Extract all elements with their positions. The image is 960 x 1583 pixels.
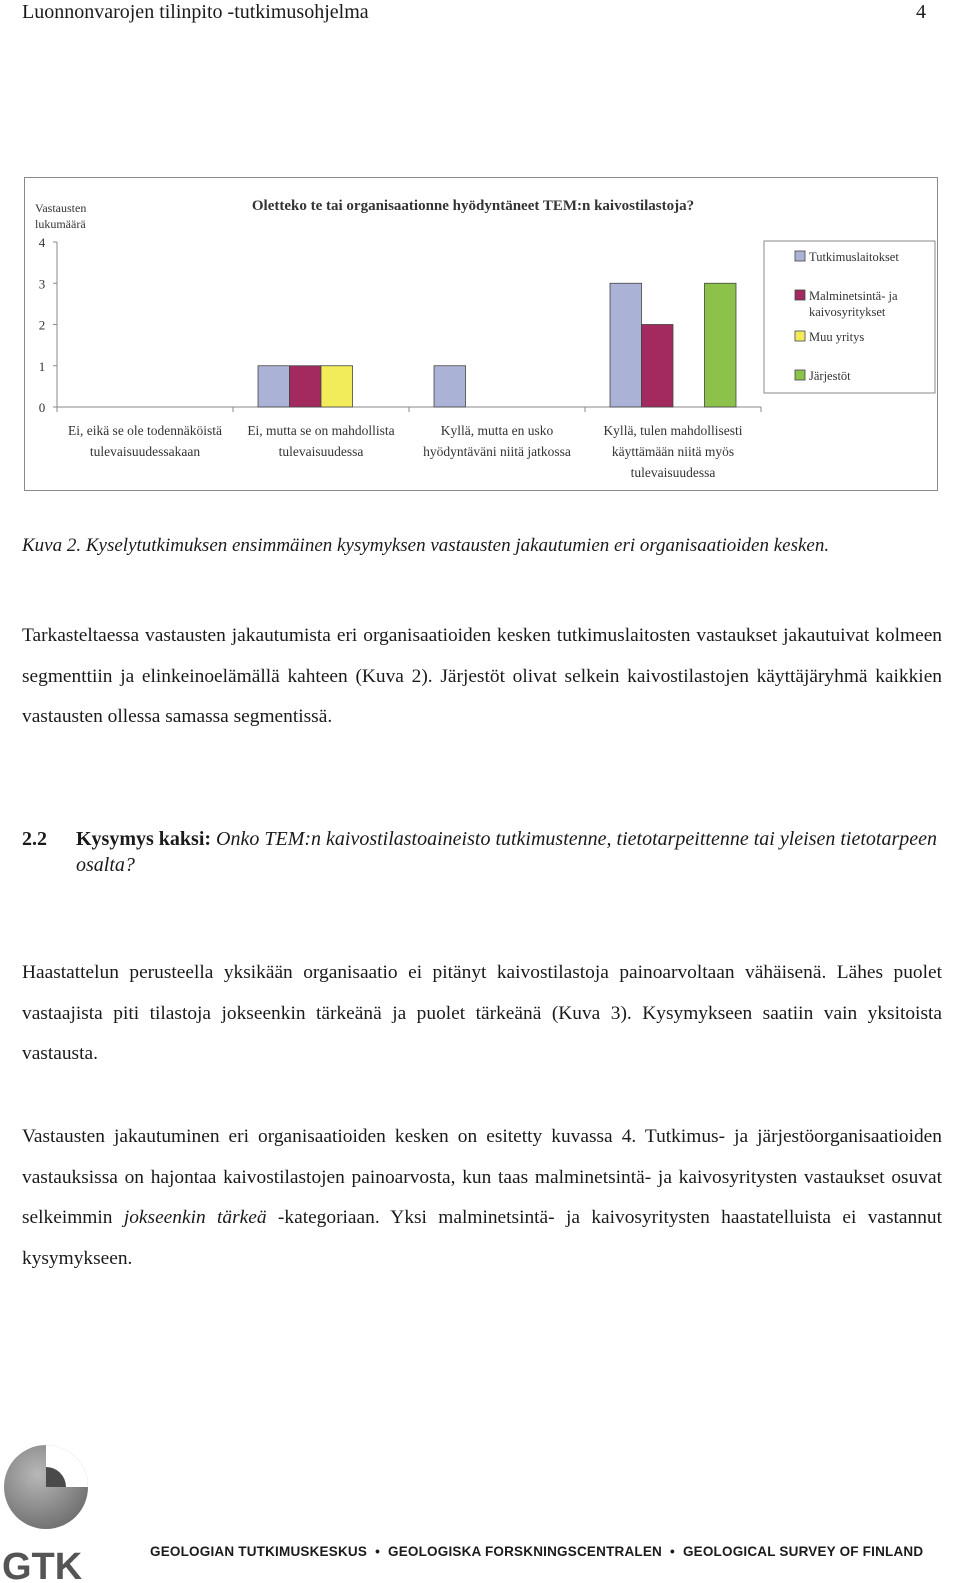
x-tick-label: hyödyntäväni niitä jatkossa bbox=[423, 444, 571, 459]
section-title bbox=[76, 826, 942, 878]
section-number: 2.2 bbox=[22, 828, 47, 850]
x-tick-label: käyttämään niitä myös bbox=[611, 444, 735, 459]
paragraph-2-text: Haastattelun perusteella yksikään organisaatio ei pitänyt kaivostilastoja painoarvoltaan vähäisenä. Lähes puolet vastaajista piti tilastoja jokseenkin tärkeänä ja puolet tärkeänä (Kuva 3). Kysymykseen saatiin vain yksitoista vastausta. bbox=[22, 962, 942, 1064]
legend-label: kaivosyritykset bbox=[809, 305, 886, 319]
paragraph-3-part-1: Vastausten jakautuminen eri organisaatioiden kesken on esitetty kuvassa 4. Tutkimus- ja järjestöorganisaatioiden vastauksissa on hajontaa kaivostilastojen painoarvosta, kun taas malminetsintä- ja kaivosyritysten vastaukset osuvat selkeimmin bbox=[22, 1126, 942, 1228]
legend-swatch bbox=[795, 251, 805, 261]
paragraph-3-text bbox=[22, 1117, 942, 1279]
x-tick-label: tulevaisuudessakaan bbox=[89, 444, 201, 459]
y-tick-label: 4 bbox=[38, 235, 46, 250]
chart-canvas bbox=[25, 178, 939, 492]
separator-2: • bbox=[670, 1544, 675, 1559]
org-name-sv: GEOLOGISKA FORSKNINGSCENTRALEN bbox=[388, 1544, 663, 1559]
bar-chart bbox=[24, 177, 938, 491]
x-tick-label: Kyllä, tulen mahdollisesti bbox=[603, 423, 743, 438]
bar bbox=[434, 366, 466, 407]
paragraph-3 bbox=[22, 1117, 942, 1279]
section-question: Onko TEM:n kaivostilastoaineisto tutkimustenne, tietotarpeittenne tai yleisen tietotarpeen osalta? bbox=[76, 828, 937, 876]
x-tick-label: Kyllä, mutta en usko bbox=[440, 423, 554, 438]
org-name-en: GEOLOGICAL SURVEY OF FINLAND bbox=[682, 1544, 924, 1559]
figure-caption: Kuva 2. Kyselytutkimuksen ensimmäinen kysymyksen vastausten jakautumien eri organisaatioiden kesken. bbox=[22, 535, 830, 556]
paragraph-1-text: Tarkasteltaessa vastausten jakautumista eri organisaatioiden kesken tutkimuslaitosten vastaukset jakautuivat kolmeen segmenttiin ja elinkeinoelämällä kahteen (Kuva 2). Järjestöt olivat selkein kaivostilastojen käyttäjäryhmä kaikkien vastausten ollessa samassa segmentissä. bbox=[22, 625, 942, 727]
legend-label: Järjestöt bbox=[809, 369, 851, 383]
x-tick-label: tulevaisuudessa bbox=[278, 444, 364, 459]
y-axis-label: Vastausten bbox=[35, 201, 87, 215]
section-lead: Kysymys kaksi: bbox=[76, 828, 212, 850]
y-tick-label: 1 bbox=[38, 358, 46, 374]
x-tick-label: Ei, eikä se ole todennäköistä bbox=[67, 423, 223, 438]
paragraph-3-emphasis: jokseenkin tärkeä bbox=[123, 1207, 267, 1228]
separator-1: • bbox=[375, 1544, 380, 1559]
bar bbox=[610, 283, 642, 407]
legend-swatch bbox=[795, 290, 805, 300]
y-axis-label: lukumäärä bbox=[35, 217, 86, 231]
bar bbox=[290, 366, 322, 407]
paragraph-1 bbox=[22, 616, 942, 738]
legend-label: Tutkimuslaitokset bbox=[809, 250, 899, 264]
y-tick-label: 0 bbox=[38, 400, 46, 415]
y-tick-label: 3 bbox=[38, 276, 46, 292]
x-tick-label: Ei, mutta se on mahdollista bbox=[247, 423, 395, 438]
paragraph-2 bbox=[22, 953, 942, 1075]
bar bbox=[705, 283, 737, 407]
gtk-logo-text: GTK bbox=[2, 1546, 83, 1583]
legend-label: Muu yritys bbox=[809, 330, 865, 344]
x-tick-label: tulevaisuudessa bbox=[630, 465, 716, 480]
section-heading bbox=[22, 826, 942, 878]
bar bbox=[642, 325, 674, 408]
legend-label: Malminetsintä- ja bbox=[809, 289, 898, 303]
page-header bbox=[22, 0, 938, 26]
legend-swatch bbox=[795, 331, 805, 341]
legend-swatch bbox=[795, 370, 805, 380]
paragraph-3-part-2: -kategoriaan. Yksi malminetsintä- ja kaivosyritysten haastatelluista ei vastannut kysymykseen. bbox=[22, 1207, 943, 1269]
chart-title: Oletteko te tai organisaationne hyödyntäneet TEM:n kaivostilastoja? bbox=[251, 198, 695, 214]
bar bbox=[321, 366, 353, 407]
gtk-logo bbox=[0, 1440, 140, 1583]
y-tick-label: 2 bbox=[38, 317, 46, 333]
org-name-fi: GEOLOGIAN TUTKIMUSKESKUS bbox=[150, 1544, 368, 1559]
page-number: 4 bbox=[916, 1, 926, 23]
bar bbox=[258, 366, 290, 407]
organization-names bbox=[150, 1544, 923, 1559]
page-footer bbox=[0, 1440, 960, 1583]
running-title: Luonnonvarojen tilinpito -tutkimusohjelma bbox=[22, 1, 369, 23]
